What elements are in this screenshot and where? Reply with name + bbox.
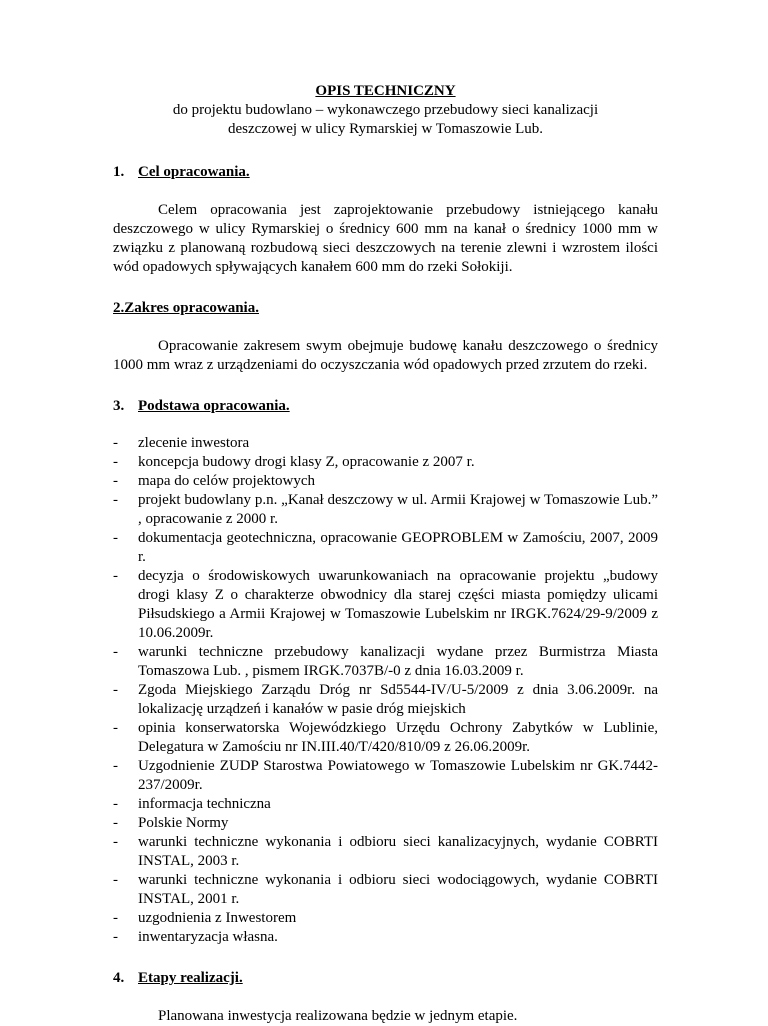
bullet-dash: -: [113, 758, 118, 774]
list-item-text: informacja techniczna: [138, 796, 271, 812]
list-item-text: mapa do celów projektowych: [138, 473, 316, 489]
section-2-title: 2.Zakres opracowania.: [113, 300, 259, 316]
section-1-heading: [113, 163, 658, 182]
bullet-dash: -: [113, 872, 118, 888]
bullet-dash: -: [113, 815, 118, 831]
list-item-text: dokumentacja geotechniczna, opracowanie GEOPROBLEM w Zamościu, 2007, 2009 r.: [138, 530, 658, 565]
list-item: [113, 491, 658, 529]
bullet-dash: -: [113, 834, 118, 850]
list-item: [113, 795, 658, 814]
basis-list: [113, 434, 658, 947]
section-4-text: Planowana inwestycja realizowana będzie w jednym etapie.: [158, 1008, 518, 1024]
list-item-text: projekt budowlany p.n. „Kanał deszczowy w ul. Armii Krajowej w Tomaszowie Lub.” , opracowanie z 2000 r.: [138, 492, 658, 527]
list-item: [113, 434, 658, 453]
list-item: [113, 567, 658, 643]
list-item: [113, 833, 658, 871]
list-item-text: Zgoda Miejskiego Zarządu Dróg nr Sd5544-IV/U-5/2009 z dnia 3.06.2009r. na lokalizację urządzeń i kanałów w pasie dróg miejskich: [138, 682, 658, 717]
bullet-dash: -: [113, 644, 118, 660]
list-item: [113, 814, 658, 833]
list-item-text: warunki techniczne wykonania i odbioru sieci kanalizacyjnych, wydanie COBRTI INSTAL, 2003 r.: [138, 834, 658, 869]
list-item: [113, 871, 658, 909]
list-item: [113, 719, 658, 757]
list-item-text: Uzgodnienie ZUDP Starostwa Powiatowego w Tomaszowie Lubelskim nr GK.7442-237/2009r.: [138, 758, 658, 793]
bullet-dash: -: [113, 910, 118, 926]
list-item: [113, 643, 658, 681]
bullet-dash: -: [113, 720, 118, 736]
bullet-dash: -: [113, 435, 118, 451]
list-item-text: opinia konserwatorska Wojewódzkiego Urzędu Ochrony Zabytków w Lublinie, Delegatura w Zamościu nr IN.III.40/T/420/810/09 z 26.06.2009r.: [138, 720, 658, 755]
bullet-dash: -: [113, 492, 118, 508]
section-3-title: Podstawa opracowania.: [138, 398, 290, 414]
bullet-dash: -: [113, 929, 118, 945]
section-3-number: 3.: [113, 398, 125, 414]
list-item-text: zlecenie inwestora: [138, 435, 250, 451]
list-item-text: koncepcja budowy drogi klasy Z, opracowanie z 2007 r.: [138, 454, 475, 470]
section-1-number: 1.: [113, 164, 125, 180]
list-item: [113, 681, 658, 719]
list-item-text: Polskie Normy: [138, 815, 229, 831]
section-4-title: Etapy realizacji.: [138, 970, 243, 986]
section-4-heading: [113, 969, 658, 988]
list-item-text: decyzja o środowiskowych uwarunkowaniach na opracowanie projektu „budowy drogi klasy Z o charakterze obwodnicy dla starej części miasta pomiędzy ulicami Piłsudskiego a Armii Krajowej w Tomaszowie Lubelskim nr IRGK.7624/29-9/2009 z 10.06.2009r.: [138, 568, 658, 641]
section-1-title: Cel opracowania.: [138, 164, 250, 180]
bullet-dash: -: [113, 473, 118, 489]
section-4-number: 4.: [113, 970, 125, 986]
document-subtitle-line2: deszczowej w ulicy Rymarskiej w Tomaszowie Lub.: [227, 121, 544, 137]
list-item-text: uzgodnienia z Inwestorem: [138, 910, 297, 926]
section-2-text: Opracowanie zakresem swym obejmuje budowę kanału deszczowego o średnicy 1000 mm wraz z urządzeniami do oczyszczania wód opadowych przed zrzutem do rzeki.: [113, 338, 658, 373]
section-1-text: Celem opracowania jest zaprojektowanie przebudowy istniejącego kanału deszczowego w ulicy Rymarskiej o średnicy 600 mm na kanał o średnicy 1000 mm w związku z planowaną rozbudową sieci deszczowych na terenie zlewni i wzrostem ilości wód opadowych spływających kanałem 600 mm do rzeki Sołokiji.: [113, 202, 658, 275]
document-subtitle-line1: do projektu budowlano – wykonawczego przebudowy sieci kanalizacji: [172, 102, 599, 118]
list-item: [113, 453, 658, 472]
bullet-dash: -: [113, 682, 118, 698]
list-item-text: warunki techniczne wykonania i odbioru sieci wodociągowych, wydanie COBRTI INSTAL, 2001 r.: [138, 872, 658, 907]
list-item-text: inwentaryzacja własna.: [138, 929, 278, 945]
list-item: [113, 757, 658, 795]
list-item: [113, 529, 658, 567]
document-title: OPIS TECHNICZNY: [315, 83, 456, 99]
document-page: [113, 82, 658, 1026]
section-2-heading: [113, 299, 658, 318]
bullet-dash: -: [113, 568, 118, 584]
bullet-dash: -: [113, 454, 118, 470]
list-item: [113, 928, 658, 947]
bullet-dash: -: [113, 796, 118, 812]
bullet-dash: -: [113, 530, 118, 546]
list-item: [113, 472, 658, 491]
list-item: [113, 909, 658, 928]
section-3-heading: [113, 397, 658, 416]
list-item-text: warunki techniczne przebudowy kanalizacji wydane przez Burmistrza Miasta Tomaszowa Lub. , pismem IRGK.7037B/-0 z dnia 16.03.2009 r.: [138, 644, 658, 679]
